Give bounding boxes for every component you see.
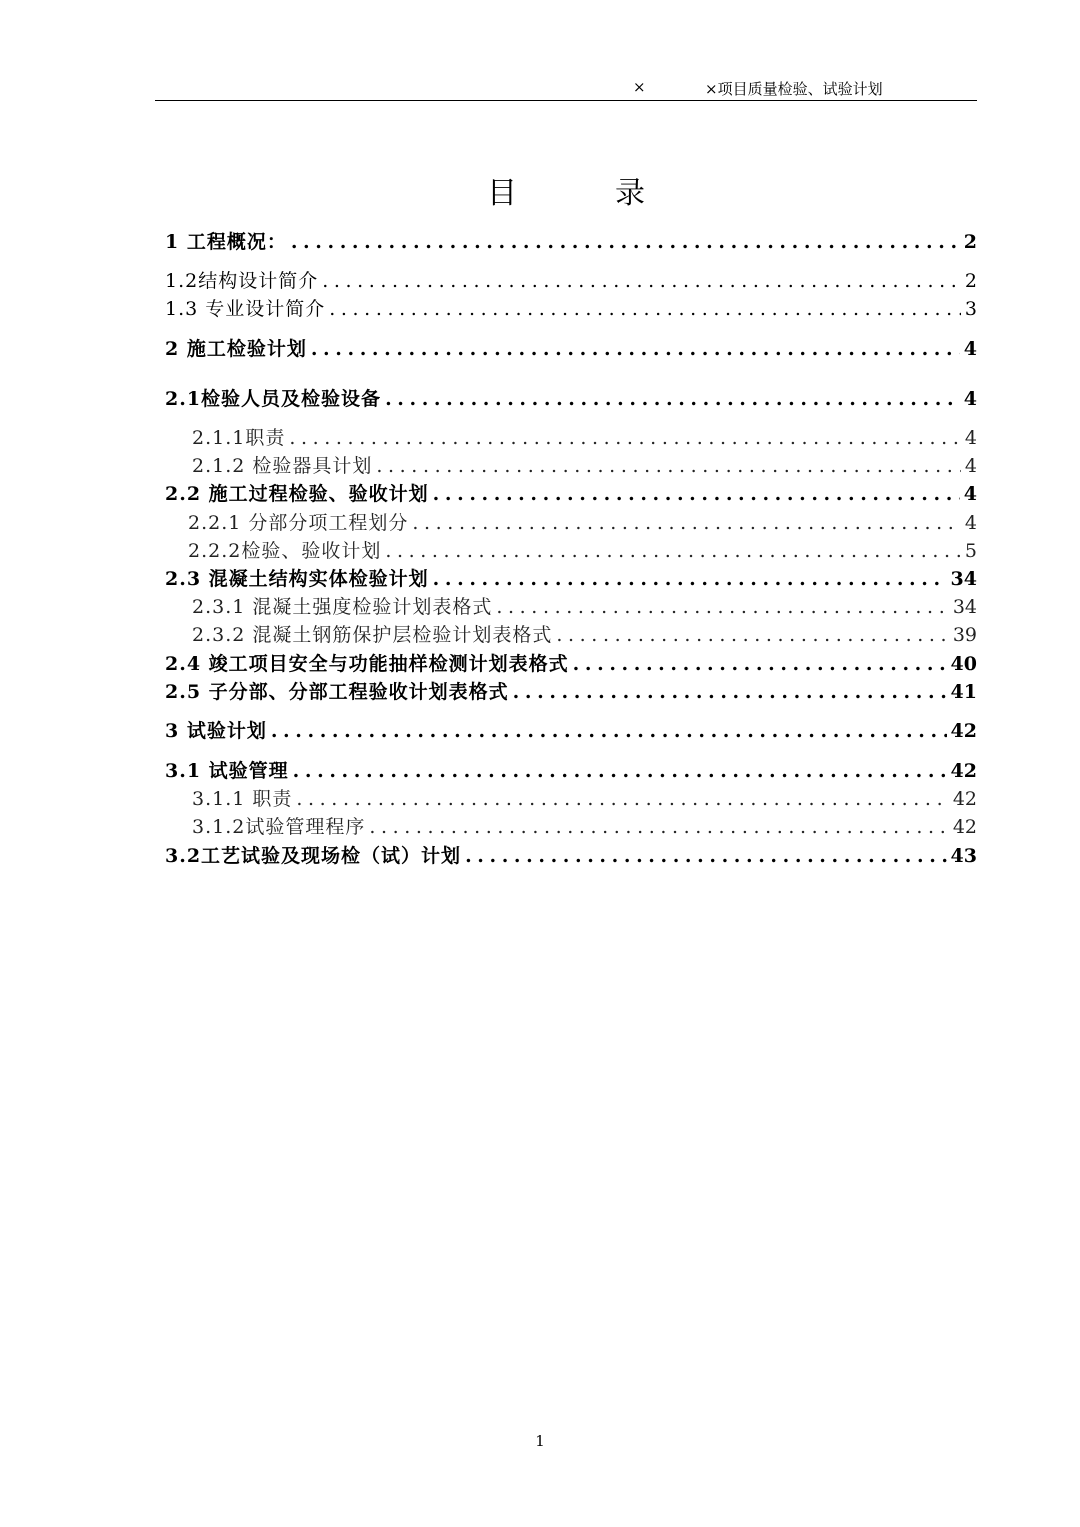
toc-entry-label: 2 施工检验计划 bbox=[165, 338, 307, 360]
toc-entry-label: 1.3 专业设计简介 bbox=[165, 298, 326, 320]
toc-leader bbox=[329, 297, 961, 321]
toc-leader bbox=[322, 269, 961, 293]
toc-entry[interactable] bbox=[165, 482, 977, 506]
toc-entry-label: 3.1 试验管理 bbox=[165, 760, 289, 782]
toc-entry-label: 2.2.2检验、验收计划 bbox=[188, 540, 382, 562]
page-header bbox=[155, 78, 977, 101]
toc-entry-page: 3 bbox=[964, 298, 977, 320]
toc-entry-label: 3 试验计划 bbox=[165, 720, 267, 742]
toc-entry[interactable] bbox=[192, 623, 977, 647]
toc-entry-page: 4 bbox=[963, 388, 977, 410]
toc-leader bbox=[271, 719, 947, 743]
toc-leader bbox=[465, 844, 946, 868]
toc-entry[interactable] bbox=[192, 815, 977, 839]
toc-leader bbox=[513, 680, 947, 704]
toc-entry-label: 2.3 混凝土结构实体检验计划 bbox=[165, 568, 429, 590]
toc-entry-label: 2.1检验人员及检验设备 bbox=[165, 388, 382, 410]
toc-title: 目录 bbox=[487, 176, 743, 211]
toc-entry-page: 4 bbox=[964, 512, 977, 534]
toc-leader bbox=[385, 387, 960, 411]
toc-entry[interactable] bbox=[165, 269, 977, 293]
toc-entry-page: 42 bbox=[952, 816, 977, 838]
toc-entry[interactable] bbox=[192, 595, 977, 619]
toc-leader bbox=[556, 623, 948, 647]
toc-entry-label: 3.2工艺试验及现场检（试）计划 bbox=[165, 845, 462, 867]
toc-entry[interactable] bbox=[165, 680, 977, 704]
toc-entry-label: 2.5 子分部、分部工程验收计划表格式 bbox=[165, 681, 509, 703]
toc-entry-page: 40 bbox=[950, 653, 977, 675]
toc-entry-page: 4 bbox=[963, 483, 977, 505]
toc-entry-page: 34 bbox=[950, 568, 977, 590]
toc-entry-page: 2 bbox=[963, 231, 977, 253]
toc-entry-page: 4 bbox=[963, 338, 977, 360]
toc-entry[interactable] bbox=[188, 539, 977, 563]
toc-entry-page: 43 bbox=[950, 845, 977, 867]
toc-entry-page: 2 bbox=[964, 270, 977, 292]
toc-leader bbox=[412, 511, 961, 535]
toc-leader bbox=[385, 539, 961, 563]
page-number: 1 bbox=[535, 1432, 545, 1450]
toc-entry-page: 41 bbox=[950, 681, 977, 703]
toc-entry-page: 39 bbox=[952, 624, 977, 646]
header-title: ×项目质量检验、试验计划 bbox=[705, 80, 883, 98]
toc-entry-label: 2.3.2 混凝土钢筋保护层检验计划表格式 bbox=[192, 624, 553, 646]
toc-leader bbox=[289, 426, 961, 450]
toc-entry[interactable] bbox=[165, 297, 977, 321]
header-mark: × bbox=[633, 78, 646, 96]
toc-leader bbox=[311, 337, 960, 361]
toc-entry-label: 2.1.1职责 bbox=[192, 427, 286, 449]
toc-entry[interactable] bbox=[165, 844, 977, 868]
toc-entry-page: 34 bbox=[952, 596, 977, 618]
toc-entry[interactable] bbox=[165, 719, 977, 743]
toc-entry[interactable] bbox=[192, 426, 977, 450]
toc-entry[interactable] bbox=[165, 567, 977, 591]
toc-entry[interactable] bbox=[192, 787, 977, 811]
toc-entry-page: 4 bbox=[964, 427, 977, 449]
toc-entry[interactable] bbox=[165, 759, 977, 783]
toc-entry-label: 1.2结构设计简介 bbox=[165, 270, 319, 292]
toc-entry-label: 2.2 施工过程检验、验收计划 bbox=[165, 483, 429, 505]
toc-leader bbox=[433, 482, 960, 506]
toc-leader bbox=[369, 815, 948, 839]
toc-entry[interactable] bbox=[165, 652, 977, 676]
toc-leader bbox=[573, 652, 947, 676]
toc-entry[interactable] bbox=[192, 454, 977, 478]
toc-entry[interactable] bbox=[165, 387, 977, 411]
toc-entry-label: 2.2.1 分部分项工程划分 bbox=[188, 512, 409, 534]
toc-leader bbox=[433, 567, 947, 591]
toc-entry[interactable] bbox=[165, 230, 977, 254]
toc-entry[interactable] bbox=[188, 511, 977, 535]
toc-entry-label: 1 工程概况： bbox=[165, 231, 287, 253]
toc-entry-page: 42 bbox=[952, 788, 977, 810]
toc-entry-label: 3.1.2试验管理程序 bbox=[192, 816, 366, 838]
toc-leader bbox=[291, 230, 960, 254]
toc-entry-label: 2.4 竣工项目安全与功能抽样检测计划表格式 bbox=[165, 653, 569, 675]
toc-entry-label: 2.1.2 检验器具计划 bbox=[192, 455, 373, 477]
toc-leader bbox=[296, 787, 948, 811]
toc-leader bbox=[496, 595, 948, 619]
toc-entry-page: 4 bbox=[964, 455, 977, 477]
toc-entry-page: 5 bbox=[964, 540, 977, 562]
toc-entry-page: 42 bbox=[950, 760, 977, 782]
toc-entry-label: 2.3.1 混凝土强度检验计划表格式 bbox=[192, 596, 493, 618]
toc-entry-label: 3.1.1 职责 bbox=[192, 788, 293, 810]
toc-entry[interactable] bbox=[165, 337, 977, 361]
toc-entry-page: 42 bbox=[950, 720, 977, 742]
toc-leader bbox=[293, 759, 947, 783]
toc-leader bbox=[376, 454, 961, 478]
